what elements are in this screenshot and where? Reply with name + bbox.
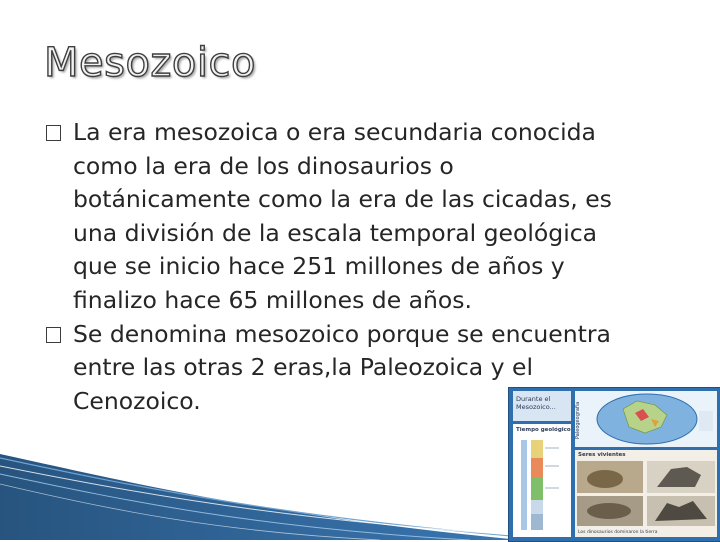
infographic-heading-box [513,391,571,421]
timeline-panel [513,424,571,537]
mesozoic-infographic [508,387,720,542]
map-panel [575,391,717,447]
fauna-label: Seres vivientes [578,452,626,458]
dinosaur-fossils-image [575,459,717,529]
map-label: Paleogeografía [575,401,581,439]
paleomap-image [575,391,717,447]
slide-title: Mesozoico [44,40,256,86]
slide-body [46,116,686,418]
timeline-label: Tiempo geológico [516,427,571,433]
bullet-text: La era mesozoica o era secundaria conocida como la era de los dinosaurios o botánicamente como la era de las cicadas, es una división de la escala temporal geológica que se inicio hace 251 millones de años y finalizo hace 65 millones de años. [73,118,612,314]
bullet-item [46,116,686,318]
square-bullet-icon [46,125,61,141]
fauna-caption: Los dinosaurios dominaron la tierra [578,530,658,535]
timeline-bar-graphic [513,436,571,536]
bullet-text: Se denomina mesozoico porque se encuentra entre las otras 2 eras,la Paleozoica y el Cenozoico. [73,319,611,415]
infographic-heading: Durante el Mesozoico... [516,395,556,411]
square-bullet-icon [46,327,61,343]
fauna-panel [575,450,717,537]
